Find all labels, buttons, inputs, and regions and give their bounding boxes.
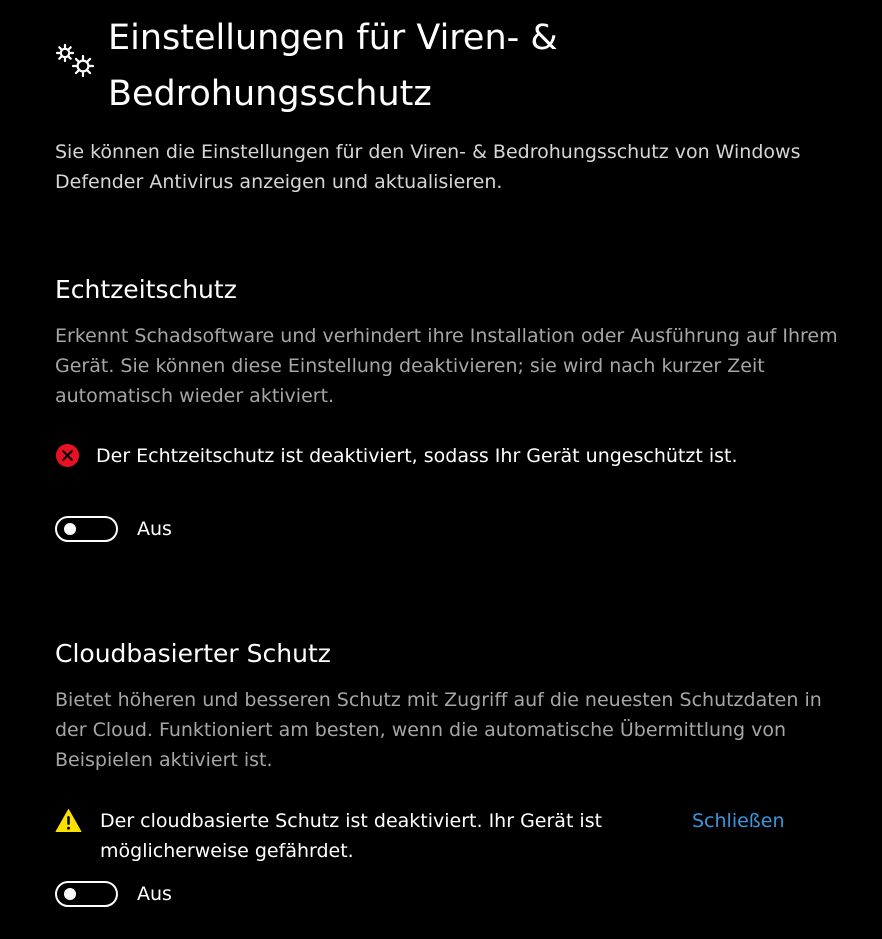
realtime-status bbox=[55, 441, 835, 471]
page-title: Einstellungen für Viren- & Bedrohungsschutz bbox=[108, 18, 558, 114]
cloud-toggle-label: Aus bbox=[137, 883, 172, 905]
toggle-knob bbox=[64, 888, 76, 900]
toggle-knob bbox=[64, 523, 76, 535]
realtime-description: Erkennt Schadsoftware und verhindert ihre Installation oder Ausführung auf Ihrem Gerät. Sie können diese Einstellung deaktivieren; sie wird nach kurzer Zeit automatisch wieder aktiviert. bbox=[55, 325, 838, 407]
realtime-toggle-row bbox=[55, 516, 172, 542]
cloud-status-text: Der cloudbasierte Schutz ist deaktiviert. Ihr Gerät ist möglicherweise gefährdet. bbox=[100, 810, 603, 862]
realtime-toggle-label: Aus bbox=[137, 518, 172, 540]
error-icon bbox=[55, 443, 80, 468]
warning-icon bbox=[55, 808, 82, 833]
gears-icon bbox=[55, 43, 97, 79]
cloud-description: Bietet höheren und besseren Schutz mit Zugriff auf die neuesten Schutzdaten in der Cloud. Funktioniert am besten, wenn die automatische Übermittlung von Beispielen aktiviert ist. bbox=[55, 689, 822, 771]
cloud-status bbox=[55, 806, 635, 866]
cloud-toggle[interactable] bbox=[55, 881, 118, 907]
cloud-heading: Cloudbasierter Schutz bbox=[55, 639, 331, 668]
page-intro: Sie können die Einstellungen für den Viren- & Bedrohungsschutz von Windows Defender Antivirus anzeigen und aktualisieren. bbox=[55, 141, 801, 193]
realtime-heading: Echtzeitschutz bbox=[55, 275, 237, 304]
dismiss-link[interactable]: Schließen bbox=[692, 810, 785, 832]
cloud-toggle-row bbox=[55, 881, 172, 907]
realtime-status-text: Der Echtzeitschutz ist deaktiviert, sodass Ihr Gerät ungeschützt ist. bbox=[96, 445, 738, 467]
realtime-toggle[interactable] bbox=[55, 516, 118, 542]
